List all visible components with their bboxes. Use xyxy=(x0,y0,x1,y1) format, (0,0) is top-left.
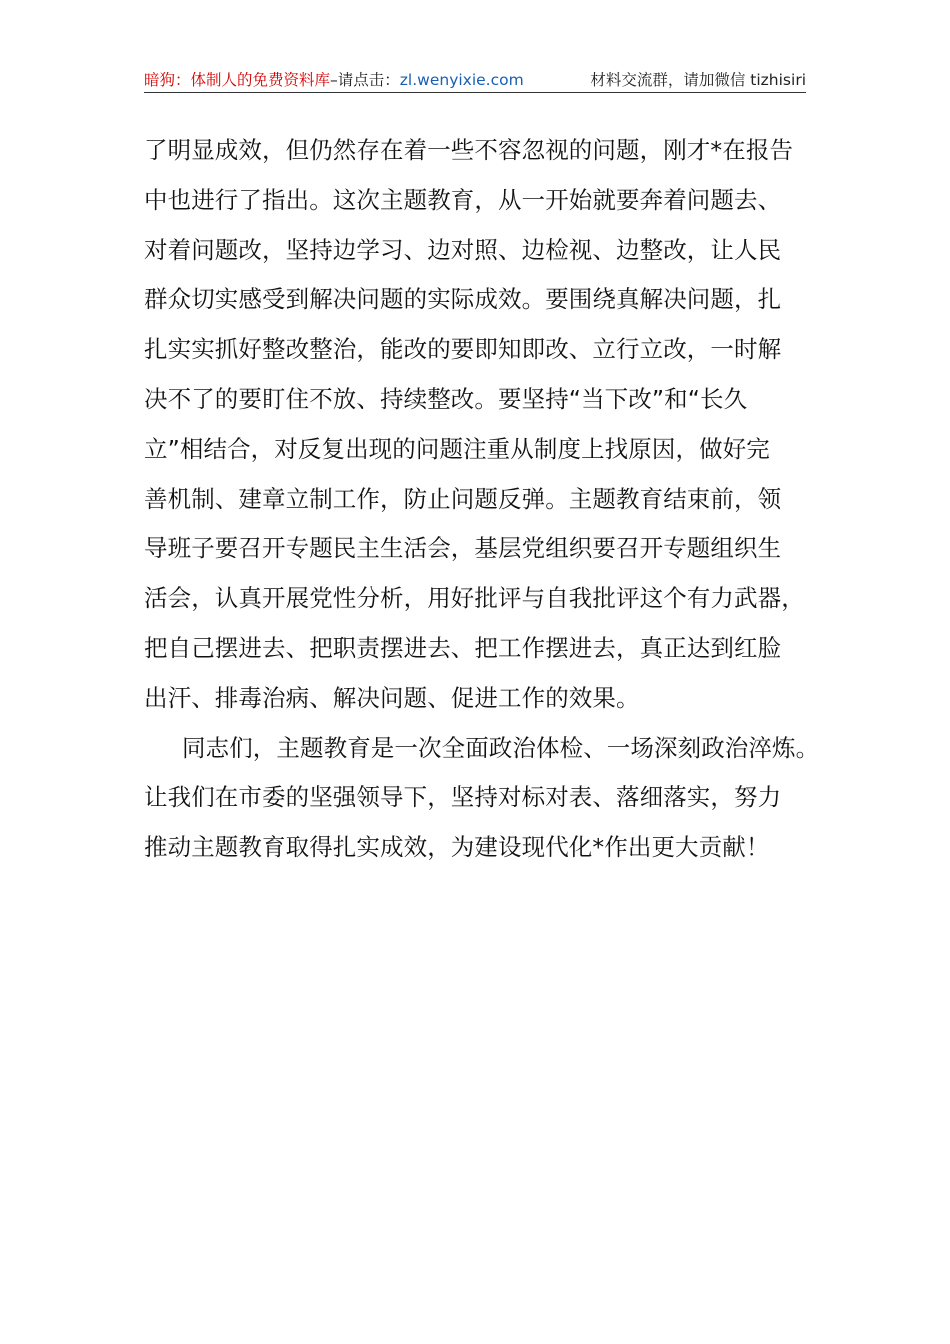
text-line: 群众切实感受到解决问题的实际成效。要围绕真解决问题，扎 xyxy=(144,285,782,314)
paragraph-2 xyxy=(144,724,844,873)
text-line: 让我们在市委的坚强领导下，坚持对标对表、落细落实，努力 xyxy=(144,783,782,812)
text-line: 善机制、建章立制工作，防止问题反弹。主题教育结束前，领 xyxy=(144,484,782,513)
text-line: 同志们，主题教育是一次全面政治体检、一场深刻政治淬炼。 xyxy=(182,733,820,762)
text-line: 决不了的要盯住不放、持续整改。要坚持“当下改”和“长久 xyxy=(144,384,748,413)
text-line: 对着问题改，坚持边学习、边对照、边检视、边整改，让人民 xyxy=(144,235,782,264)
text-line: 了明显成效，但仍然存在着一些不容忽视的问题，刚才*在报告 xyxy=(144,136,794,164)
document-body xyxy=(144,126,844,873)
page-header xyxy=(144,68,806,93)
text-line: 立”相结合，对反复出现的问题注重从制度上找原因，做好完 xyxy=(144,434,770,463)
header-brand: 暗狗：体制人的免费资料库 xyxy=(144,71,331,89)
text-line: 中也进行了指出。这次主题教育，从一开始就要奔着问题去、 xyxy=(144,185,782,214)
text-line: 活会，认真开展党性分析，用好批评与自我批评这个有力武器， xyxy=(144,584,805,613)
paragraph-1 xyxy=(144,126,844,724)
text-line: 导班子要召开专题民主生活会，基层党组织要召开专题组织生 xyxy=(144,534,782,563)
text-line: 出汗、排毒治病、解决问题、促进工作的效果。 xyxy=(144,683,640,712)
header-prompt: –请点击： xyxy=(330,71,400,89)
text-line: 扎实实抓好整改整治，能改的要即知即改、立行立改，一时解 xyxy=(144,335,782,364)
header-contact: 材料交流群，请加微信 tizhisiri xyxy=(590,71,806,89)
header-link[interactable]: zl.wenyixie.com xyxy=(399,71,524,89)
text-line: 把自己摆进去、把职责摆进去、把工作摆进去，真正达到红脸 xyxy=(144,633,782,662)
text-line: 推动主题教育取得扎实成效，为建设现代化*作出更大贡献！ xyxy=(144,833,770,862)
